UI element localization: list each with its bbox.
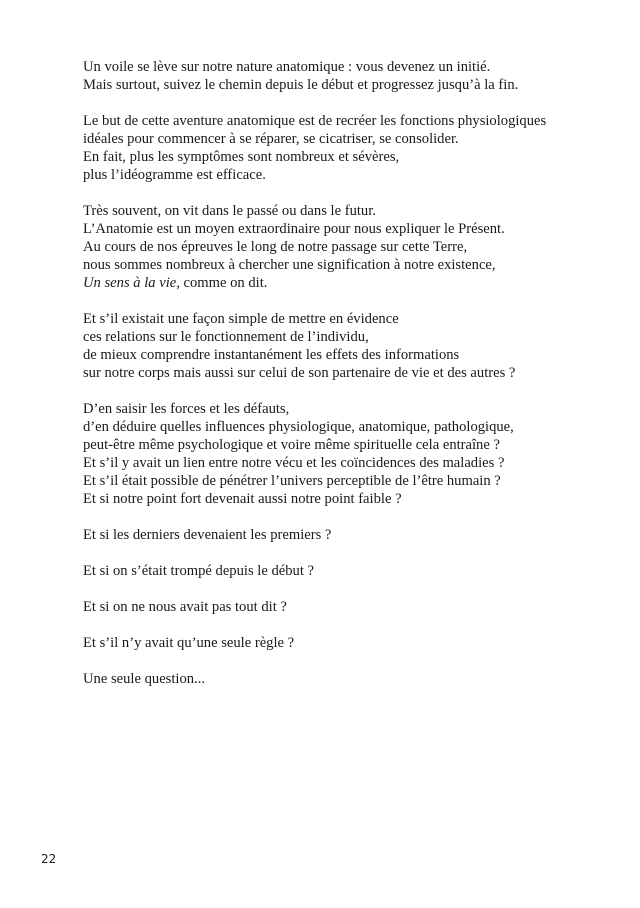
text-line: sur notre corps mais aussi sur celui de son partenaire de vie et des autres ? <box>83 365 516 381</box>
text-fragment: , comme on dit. <box>176 275 268 291</box>
paragraph-1 <box>83 58 603 94</box>
text-line: Et s’il y avait un lien entre notre vécu et les coïncidences des maladies ? <box>83 455 505 471</box>
text-line: Et s’il n’y avait qu’une seule règle ? <box>83 635 295 651</box>
italic-phrase: Un sens à la vie <box>83 275 177 291</box>
text-line: Et si notre point fort devenait aussi notre point faible ? <box>83 491 402 507</box>
text-line: plus l’idéogramme est efficace. <box>83 167 266 183</box>
text-line: Le but de cette aventure anatomique est de recréer les fonctions physiologiques <box>83 113 547 129</box>
text-line: Très souvent, on vit dans le passé ou dans le futur. <box>83 203 376 219</box>
body-text <box>83 58 603 706</box>
paragraph-2 <box>83 112 603 184</box>
page-number: 22 <box>41 852 57 866</box>
text-line: Et si on ne nous avait pas tout dit ? <box>83 599 287 615</box>
text-line: d’en déduire quelles influences physiologique, anatomique, pathologique, <box>83 419 514 435</box>
text-line: En fait, plus les symptômes sont nombreux et sévères, <box>83 149 400 165</box>
text-line: Un voile se lève sur notre nature anatomique : vous devenez un initié. <box>83 59 491 75</box>
text-line: Et si on s’était trompé depuis le début ? <box>83 563 315 579</box>
paragraph-7 <box>83 562 603 580</box>
text-line: nous sommes nombreux à chercher une signification à notre existence, <box>83 257 496 273</box>
text-line: idéales pour commencer à se réparer, se cicatriser, se consolider. <box>83 131 459 147</box>
paragraph-10 <box>83 670 603 688</box>
paragraph-8 <box>83 598 603 616</box>
text-line: de mieux comprendre instantanément les effets des informations <box>83 347 460 363</box>
text-line: Une seule question... <box>83 671 205 687</box>
paragraph-4 <box>83 310 603 382</box>
text-line: D’en saisir les forces et les défauts, <box>83 401 290 417</box>
paragraph-5 <box>83 400 603 508</box>
text-line: L’Anatomie est un moyen extraordinaire pour nous expliquer le Présent. <box>83 221 505 237</box>
text-line: Mais surtout, suivez le chemin depuis le début et progressez jusqu’à la fin. <box>83 77 519 93</box>
text-line: Et s’il était possible de pénétrer l’univers perceptible de l’être humain ? <box>83 473 501 489</box>
paragraph-9 <box>83 634 603 652</box>
text-line: Au cours de nos épreuves le long de notre passage sur cette Terre, <box>83 239 468 255</box>
text-line-mixed <box>83 274 603 292</box>
text-line: Et s’il existait une façon simple de mettre en évidence <box>83 311 399 327</box>
text-line: Et si les derniers devenaient les premiers ? <box>83 527 332 543</box>
paragraph-6 <box>83 526 603 544</box>
paragraph-3 <box>83 202 603 292</box>
text-line: peut-être même psychologique et voire même spirituelle cela entraîne ? <box>83 437 500 453</box>
text-line: ces relations sur le fonctionnement de l’individu, <box>83 329 369 345</box>
